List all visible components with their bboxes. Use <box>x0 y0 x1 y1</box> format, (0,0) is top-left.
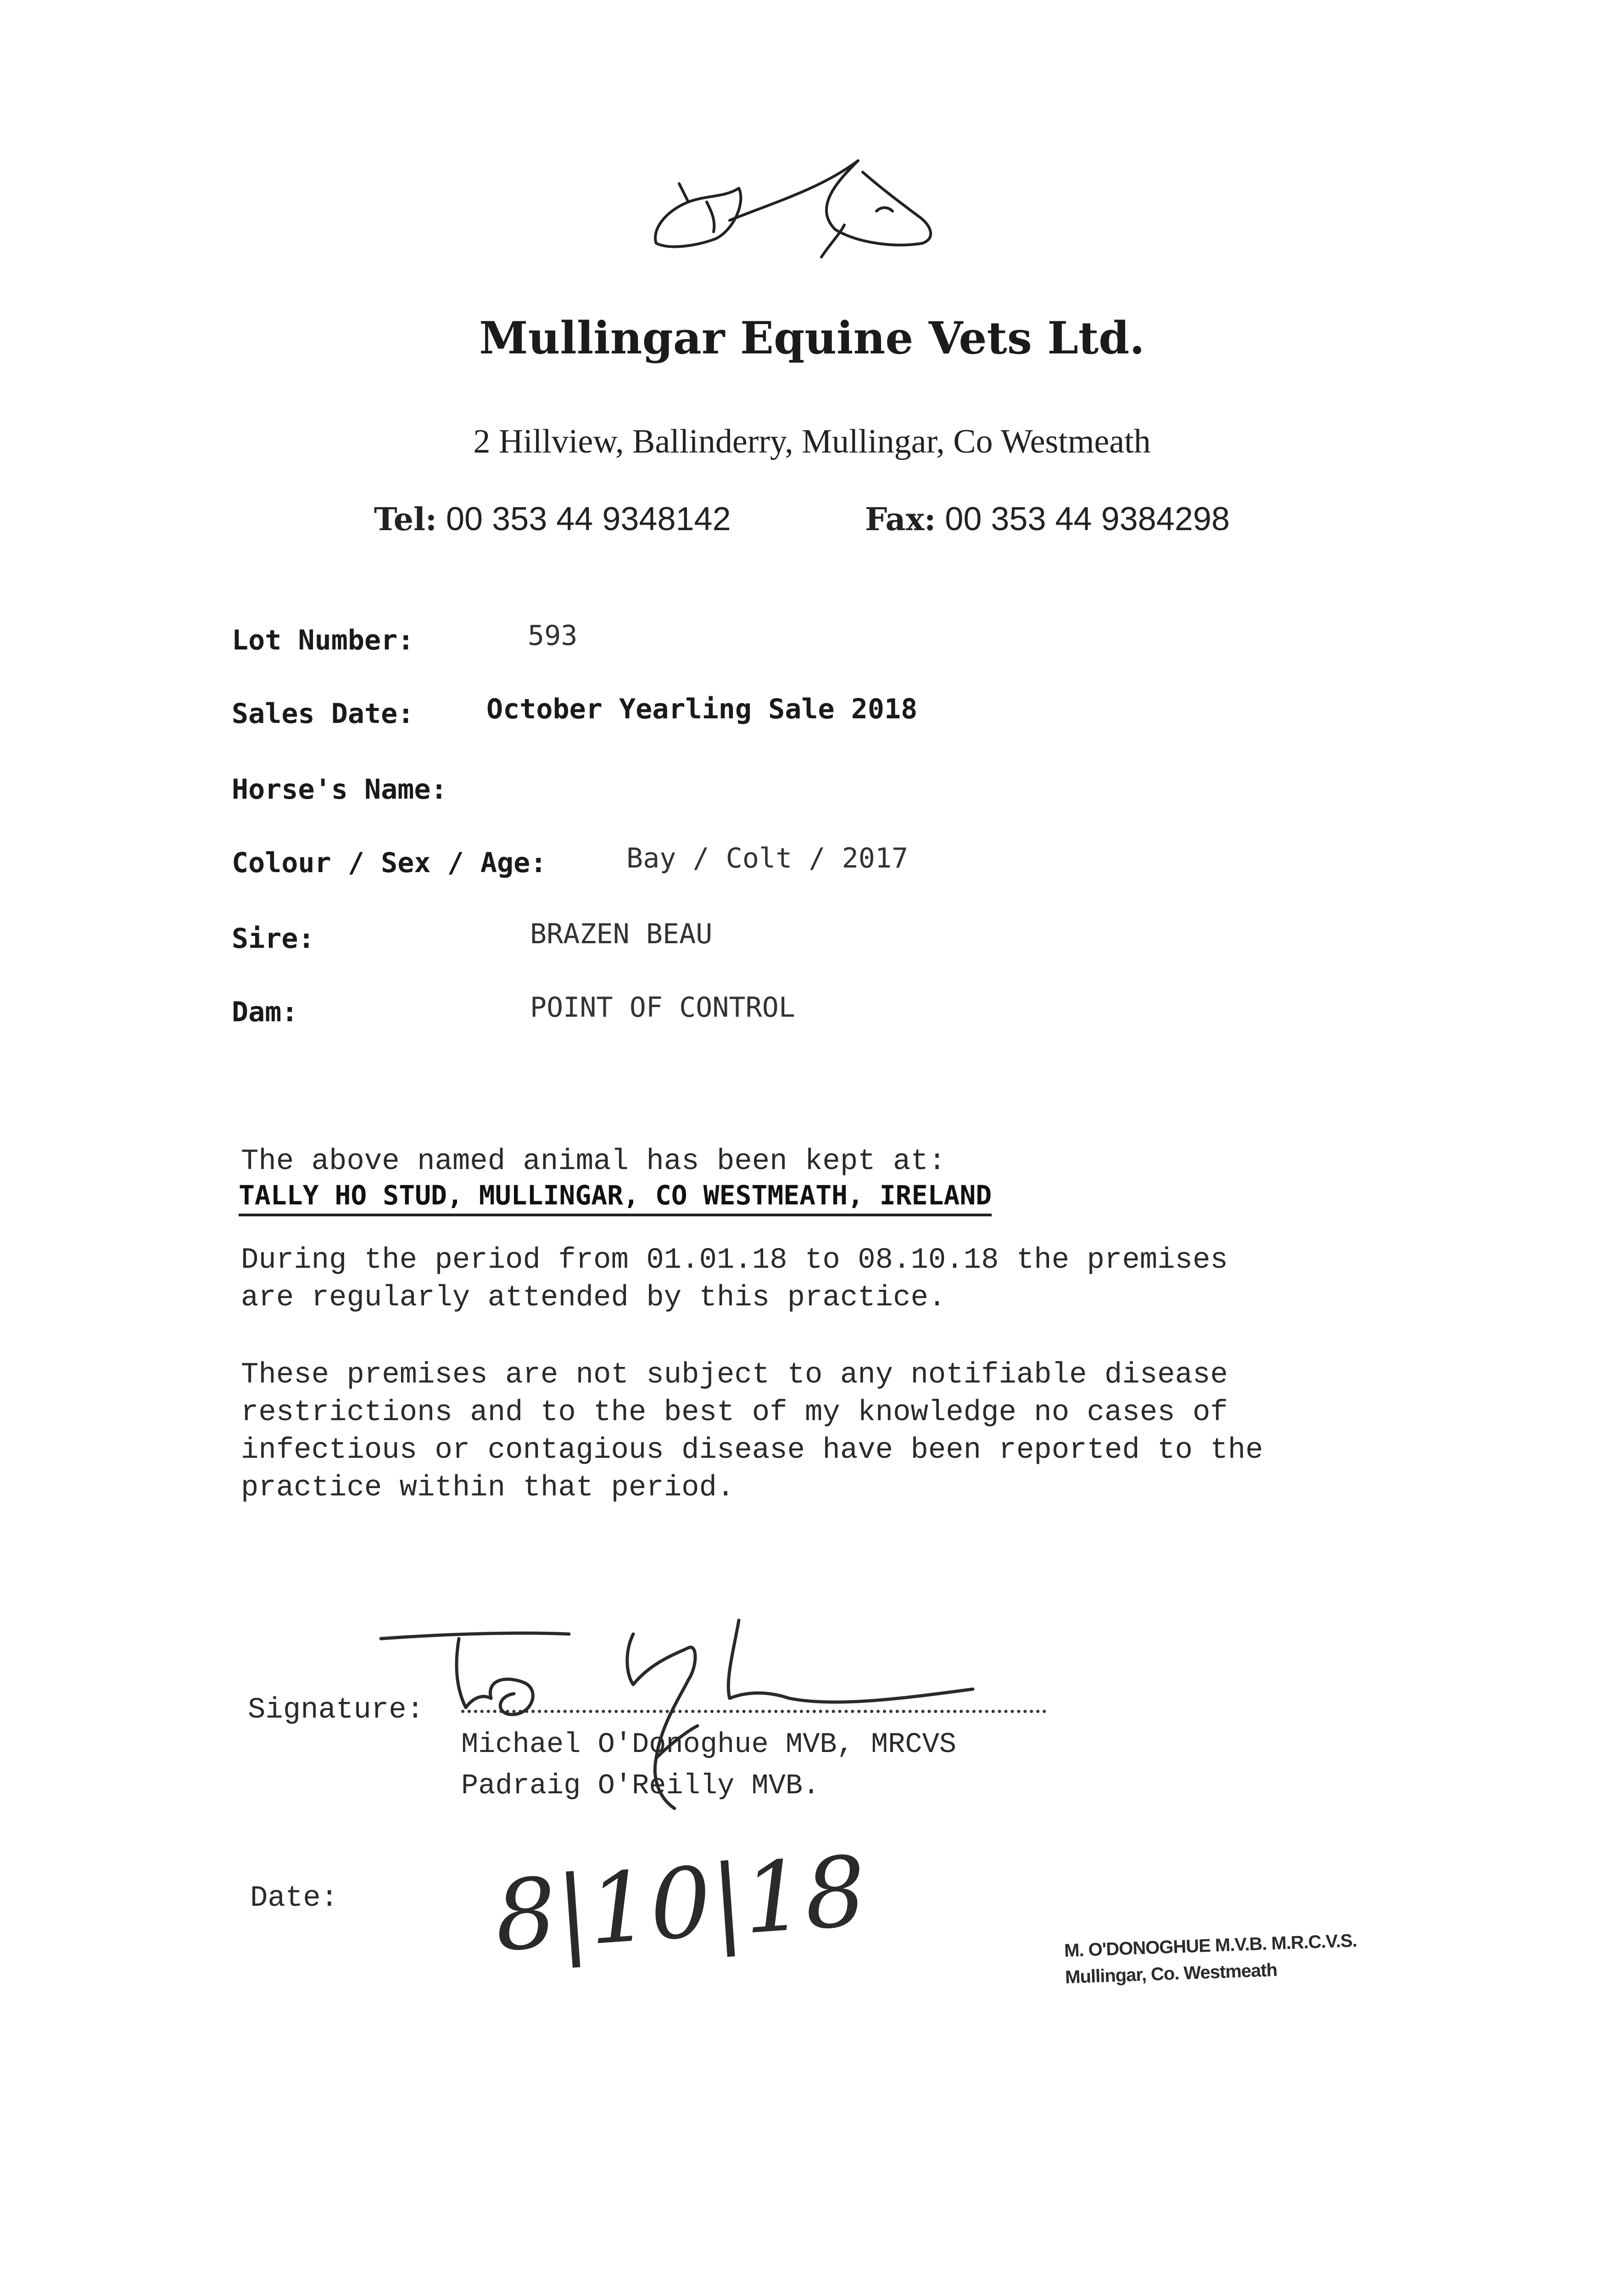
handwritten-date <box>482 1827 870 1978</box>
stamp-line: M. O'DONOGHUE M.V.B. M.R.C.V.S. <box>1064 1930 1357 1961</box>
kept-at-text: The above named animal has been kept at: <box>241 1145 946 1178</box>
lot-number-value: 593 <box>528 620 578 652</box>
sales-date-label: Sales Date: <box>232 698 414 730</box>
dam-value: POINT OF CONTROL <box>530 991 795 1024</box>
date-label: Date: <box>250 1882 339 1915</box>
premises-name: TALLY HO STUD, MULLINGAR, CO WESTMEATH, IRELAND <box>239 1180 992 1216</box>
vet-name-secondary: Padraig O'Reilly MVB. <box>461 1769 820 1802</box>
telephone <box>374 500 731 538</box>
disease-paragraph <box>241 1356 1434 1507</box>
company-address: 2 Hillview, Ballinderry, Mullingar, Co Westmeath <box>473 423 1151 460</box>
tel-number: 00 353 44 9348142 <box>446 501 731 537</box>
vet-name-primary: Michael O'Donoghue MVB, MRCVS <box>461 1728 956 1761</box>
fax-label: Fax: <box>865 501 936 538</box>
signature-label: Signature: <box>248 1694 424 1727</box>
practice-stamp <box>1064 1927 1358 1991</box>
sire-label: Sire: <box>232 923 315 955</box>
horse-heads-logo-icon <box>638 151 950 275</box>
sales-date-value: October Yearling Sale 2018 <box>486 693 918 725</box>
handwritten-signature-icon <box>376 1606 1065 1827</box>
horse-name-label: Horse's Name: <box>232 773 447 806</box>
colour-sex-age-label: Colour / Sex / Age: <box>232 847 547 879</box>
disease-line: restrictions and to the best of my knowledge no cases of <box>241 1396 1228 1429</box>
tel-label: Tel: <box>374 501 437 538</box>
attendance-line: are regularly attended by this practice. <box>241 1282 946 1315</box>
dam-label: Dam: <box>232 996 298 1028</box>
disease-line: infectious or contagious disease have been reported to the <box>241 1434 1263 1467</box>
disease-line: practice within that period. <box>241 1472 735 1505</box>
lot-number-label: Lot Number: <box>232 624 414 656</box>
attendance-paragraph <box>241 1242 1434 1317</box>
fax-number: 00 353 44 9384298 <box>945 501 1230 537</box>
attendance-line: During the period from 01.01.18 to 08.10.18 the premises <box>241 1244 1228 1277</box>
colour-sex-age-value: Bay / Colt / 2017 <box>626 842 909 874</box>
company-name: Mullingar Equine Vets Ltd. <box>479 312 1145 364</box>
sire-value: BRAZEN BEAU <box>530 918 713 950</box>
stamp-line: Mullingar, Co. Westmeath <box>1065 1960 1278 1988</box>
fax <box>865 500 1230 538</box>
handwritten-date-text: 8|10|18 <box>491 1835 870 1973</box>
disease-line: These premises are not subject to any notifiable disease <box>241 1359 1228 1392</box>
